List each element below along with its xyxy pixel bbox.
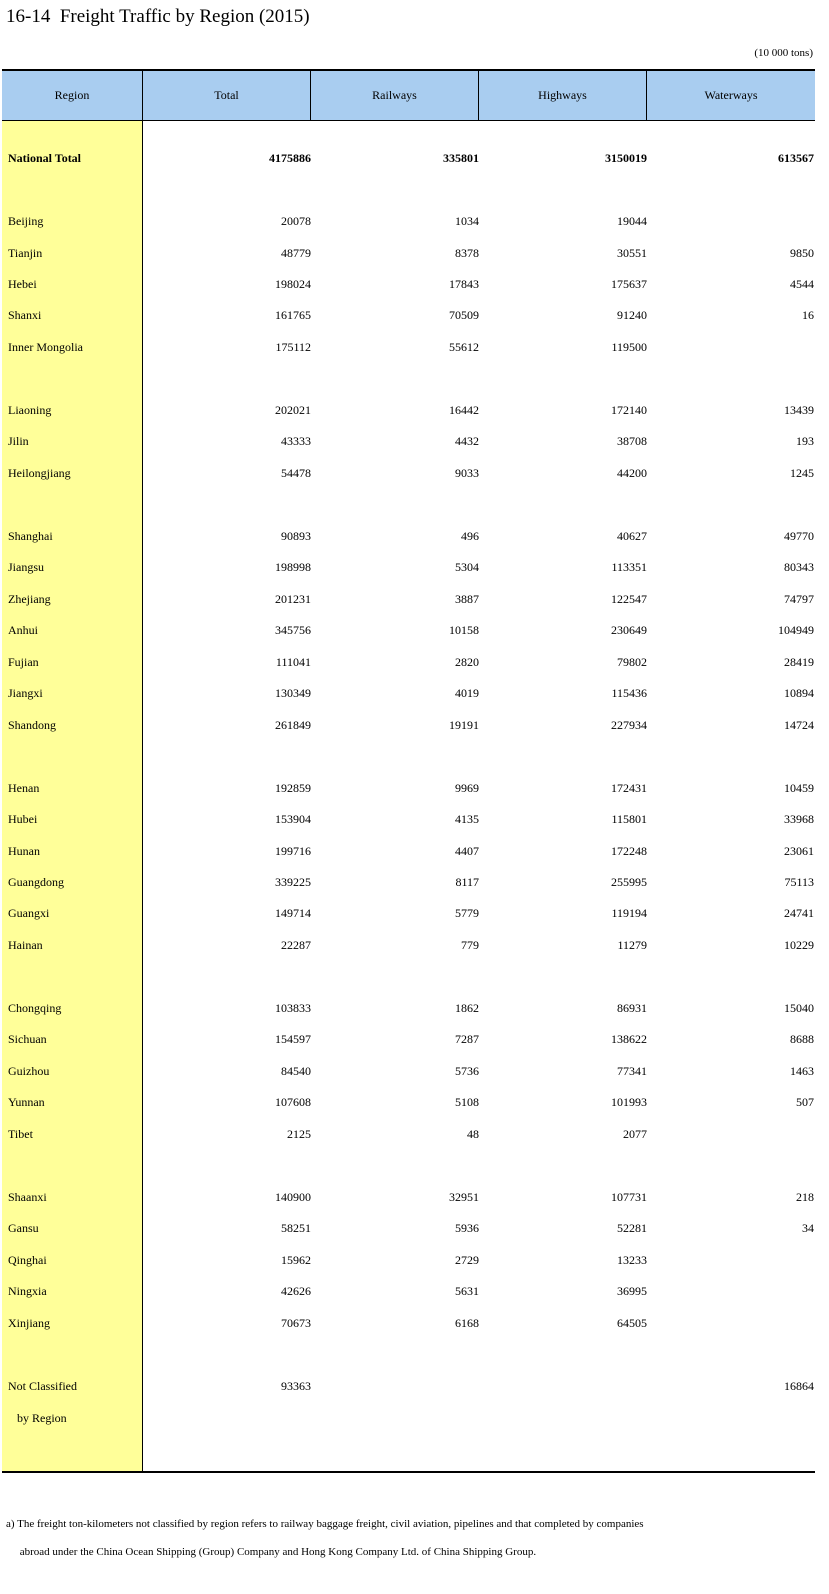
table-row bbox=[2, 1250, 815, 1270]
total-cell: 48779 bbox=[281, 246, 311, 260]
region-cell: by Region bbox=[8, 1411, 67, 1425]
railways-cell: 8378 bbox=[455, 246, 479, 260]
railways-cell: 9969 bbox=[455, 781, 479, 795]
highways-cell: 227934 bbox=[611, 718, 647, 732]
total-cell: 153904 bbox=[275, 812, 311, 826]
highways-cell: 52281 bbox=[617, 1221, 647, 1235]
railways-cell: 335801 bbox=[443, 151, 479, 165]
total-cell: 154597 bbox=[275, 1032, 311, 1046]
region-cell: Beijing bbox=[8, 214, 44, 228]
highways-cell: 64505 bbox=[617, 1316, 647, 1330]
railways-cell: 48 bbox=[467, 1127, 479, 1141]
railways-cell: 4135 bbox=[455, 812, 479, 826]
railways-cell: 70509 bbox=[449, 308, 479, 322]
waterways-cell: 193 bbox=[796, 434, 814, 448]
railways-cell: 1034 bbox=[455, 214, 479, 228]
railways-cell: 9033 bbox=[455, 466, 479, 480]
waterways-cell: 34 bbox=[802, 1221, 814, 1235]
highways-cell: 138622 bbox=[611, 1032, 647, 1046]
table-row bbox=[2, 652, 815, 672]
railways-cell: 4407 bbox=[455, 844, 479, 858]
waterways-cell: 613567 bbox=[778, 151, 814, 165]
highways-cell: 40627 bbox=[617, 529, 647, 543]
table-row bbox=[2, 841, 815, 861]
header-railways: Railways bbox=[311, 71, 479, 120]
railways-cell: 10158 bbox=[449, 623, 479, 637]
total-cell: 149714 bbox=[275, 906, 311, 920]
waterways-cell: 10894 bbox=[784, 686, 814, 700]
region-cell: Guangdong bbox=[8, 875, 64, 889]
total-cell: 43333 bbox=[281, 434, 311, 448]
highways-cell: 172140 bbox=[611, 403, 647, 417]
waterways-cell: 218 bbox=[796, 1190, 814, 1204]
table-row bbox=[2, 557, 815, 577]
table-row bbox=[2, 620, 815, 640]
table-row bbox=[2, 1281, 815, 1301]
highways-cell: 2077 bbox=[623, 1127, 647, 1141]
waterways-cell: 8688 bbox=[790, 1032, 814, 1046]
header-region: Region bbox=[2, 71, 143, 120]
highways-cell: 122547 bbox=[611, 592, 647, 606]
highways-cell: 119194 bbox=[611, 906, 647, 920]
railways-cell: 1862 bbox=[455, 1001, 479, 1015]
railways-cell: 5631 bbox=[455, 1284, 479, 1298]
table-row bbox=[2, 809, 815, 829]
highways-cell: 107731 bbox=[611, 1190, 647, 1204]
header-highways: Highways bbox=[479, 71, 647, 120]
railways-cell: 2729 bbox=[455, 1253, 479, 1267]
waterways-cell: 33968 bbox=[784, 812, 814, 826]
total-cell: 22287 bbox=[281, 938, 311, 952]
total-cell: 175112 bbox=[275, 340, 311, 354]
waterways-cell: 104949 bbox=[778, 623, 814, 637]
highways-cell: 11279 bbox=[617, 938, 647, 952]
total-cell: 42626 bbox=[281, 1284, 311, 1298]
total-cell: 140900 bbox=[275, 1190, 311, 1204]
region-cell: Shanghai bbox=[8, 529, 53, 543]
region-cell: Zhejiang bbox=[8, 592, 51, 606]
waterways-cell: 75113 bbox=[784, 875, 814, 889]
waterways-cell: 28419 bbox=[784, 655, 814, 669]
region-cell: Shaanxi bbox=[8, 1190, 47, 1204]
table-row bbox=[2, 337, 815, 357]
total-cell: 54478 bbox=[281, 466, 311, 480]
region-cell: Hunan bbox=[8, 844, 40, 858]
table-row bbox=[2, 872, 815, 892]
table-row bbox=[2, 211, 815, 231]
table-row bbox=[2, 903, 815, 923]
region-cell: National Total bbox=[8, 151, 82, 165]
total-cell: 111041 bbox=[275, 655, 311, 669]
highways-cell: 119500 bbox=[611, 340, 647, 354]
highways-cell: 230649 bbox=[611, 623, 647, 637]
total-cell: 2125 bbox=[287, 1127, 311, 1141]
railways-cell: 6168 bbox=[455, 1316, 479, 1330]
page-title: 16-14 Freight Traffic by Region (2015) bbox=[6, 6, 310, 27]
region-cell: Tianjin bbox=[8, 246, 43, 260]
region-cell: Anhui bbox=[8, 623, 38, 637]
railways-cell: 5936 bbox=[455, 1221, 479, 1235]
table-row bbox=[2, 998, 815, 1018]
railways-cell: 17843 bbox=[449, 277, 479, 291]
waterways-cell: 10229 bbox=[784, 938, 814, 952]
region-cell: Tibet bbox=[8, 1127, 33, 1141]
total-cell: 84540 bbox=[281, 1064, 311, 1078]
total-cell: 161765 bbox=[275, 308, 311, 322]
unit-note: (10 000 tons) bbox=[754, 47, 813, 59]
highways-cell: 115801 bbox=[611, 812, 647, 826]
highways-cell: 38708 bbox=[617, 434, 647, 448]
table-row bbox=[2, 1092, 815, 1112]
highways-cell: 101993 bbox=[611, 1095, 647, 1109]
region-cell: Jiangsu bbox=[8, 560, 44, 574]
highways-cell: 3150019 bbox=[605, 151, 647, 165]
region-cell: Qinghai bbox=[8, 1253, 47, 1267]
table-row bbox=[2, 1218, 815, 1238]
railways-cell: 7287 bbox=[455, 1032, 479, 1046]
table-row bbox=[2, 400, 815, 420]
region-cell: Gansu bbox=[8, 1221, 39, 1235]
highways-cell: 36995 bbox=[617, 1284, 647, 1298]
waterways-cell: 80343 bbox=[784, 560, 814, 574]
region-cell: Jiangxi bbox=[8, 686, 43, 700]
table-header bbox=[2, 71, 815, 121]
region-cell: Hebei bbox=[8, 277, 37, 291]
table-row bbox=[2, 1061, 815, 1081]
table-row bbox=[2, 589, 815, 609]
region-cell: Hubei bbox=[8, 812, 38, 826]
total-cell: 199716 bbox=[275, 844, 311, 858]
railways-cell: 55612 bbox=[449, 340, 479, 354]
highways-cell: 79802 bbox=[617, 655, 647, 669]
total-cell: 107608 bbox=[275, 1095, 311, 1109]
highways-cell: 77341 bbox=[617, 1064, 647, 1078]
waterways-cell: 1245 bbox=[790, 466, 814, 480]
total-cell: 201231 bbox=[275, 592, 311, 606]
region-cell: Henan bbox=[8, 781, 40, 795]
table-row bbox=[2, 1124, 815, 1144]
railways-cell: 19191 bbox=[449, 718, 479, 732]
table-row bbox=[2, 935, 815, 955]
table-row bbox=[2, 243, 815, 263]
railways-cell: 2820 bbox=[455, 655, 479, 669]
total-cell: 58251 bbox=[281, 1221, 311, 1235]
table-row bbox=[2, 1313, 815, 1333]
footnote: a) The freight ton-kilometers not classified by region refers to railway baggage freight, civil aviation, pipelines and that completed by companies abroad under the China Ocean Shipping (Group) Company and Hong Kong Company Ltd. of China Shipping Group. bbox=[6, 1518, 644, 1558]
total-cell: 20078 bbox=[281, 214, 311, 228]
total-cell: 198024 bbox=[275, 277, 311, 291]
header-waterways: Waterways bbox=[704, 88, 758, 102]
total-cell: 70673 bbox=[281, 1316, 311, 1330]
railways-cell: 4432 bbox=[455, 434, 479, 448]
waterways-cell: 13439 bbox=[784, 403, 814, 417]
railways-cell: 5304 bbox=[455, 560, 479, 574]
waterways-cell: 16 bbox=[802, 308, 814, 322]
waterways-cell: 16864 bbox=[784, 1379, 814, 1393]
region-cell: Fujian bbox=[8, 655, 39, 669]
waterways-cell: 23061 bbox=[784, 844, 814, 858]
region-cell: Ningxia bbox=[8, 1284, 47, 1298]
table-row bbox=[2, 526, 815, 546]
highways-cell: 86931 bbox=[617, 1001, 647, 1015]
table-row bbox=[2, 715, 815, 735]
highways-cell: 255995 bbox=[611, 875, 647, 889]
total-cell: 90893 bbox=[281, 529, 311, 543]
table-row bbox=[2, 463, 815, 483]
region-cell: Xinjiang bbox=[8, 1316, 50, 1330]
table-row bbox=[2, 683, 815, 703]
railways-cell: 5736 bbox=[455, 1064, 479, 1078]
total-cell: 93363 bbox=[281, 1379, 311, 1393]
region-cell: Hainan bbox=[8, 938, 43, 952]
total-cell: 202021 bbox=[275, 403, 311, 417]
waterways-cell: 74797 bbox=[784, 592, 814, 606]
region-cell: Chongqing bbox=[8, 1001, 62, 1015]
total-cell: 198998 bbox=[275, 560, 311, 574]
region-cell: Jilin bbox=[8, 434, 29, 448]
total-cell: 339225 bbox=[275, 875, 311, 889]
region-cell: Heilongjiang bbox=[8, 466, 71, 480]
region-cell: Sichuan bbox=[8, 1032, 47, 1046]
railways-cell: 8117 bbox=[455, 875, 479, 889]
waterways-cell: 4544 bbox=[790, 277, 814, 291]
highways-cell: 30551 bbox=[617, 246, 647, 260]
table-row bbox=[2, 148, 815, 168]
waterways-cell: 15040 bbox=[784, 1001, 814, 1015]
highways-cell: 44200 bbox=[617, 466, 647, 480]
highways-cell: 19044 bbox=[617, 214, 647, 228]
highways-cell: 91240 bbox=[617, 308, 647, 322]
railways-cell: 4019 bbox=[455, 686, 479, 700]
highways-cell: 172248 bbox=[611, 844, 647, 858]
table-row bbox=[2, 431, 815, 451]
waterways-cell: 14724 bbox=[784, 718, 814, 732]
region-cell: Shanxi bbox=[8, 308, 42, 322]
highways-cell: 175637 bbox=[611, 277, 647, 291]
region-cell: Shandong bbox=[8, 718, 56, 732]
table-row bbox=[2, 1187, 815, 1207]
table-row bbox=[2, 778, 815, 798]
total-cell: 15962 bbox=[281, 1253, 311, 1267]
railways-cell: 779 bbox=[461, 938, 479, 952]
railways-cell: 5779 bbox=[455, 906, 479, 920]
highways-cell: 13233 bbox=[617, 1253, 647, 1267]
waterways-cell: 507 bbox=[796, 1095, 814, 1109]
table-row bbox=[2, 1376, 815, 1396]
region-cell: Yunnan bbox=[8, 1095, 45, 1109]
header-total: Total bbox=[143, 71, 311, 120]
total-cell: 4175886 bbox=[269, 151, 311, 165]
waterways-cell: 24741 bbox=[784, 906, 814, 920]
waterways-cell: 1463 bbox=[790, 1064, 814, 1078]
region-cell: Liaoning bbox=[8, 403, 52, 417]
table-row bbox=[2, 274, 815, 294]
railways-cell: 16442 bbox=[449, 403, 479, 417]
railways-cell: 5108 bbox=[455, 1095, 479, 1109]
total-cell: 345756 bbox=[275, 623, 311, 637]
table-row bbox=[2, 1408, 815, 1428]
railways-cell: 3887 bbox=[455, 592, 479, 606]
railways-cell: 496 bbox=[461, 529, 479, 543]
total-cell: 103833 bbox=[275, 1001, 311, 1015]
total-cell: 130349 bbox=[275, 686, 311, 700]
total-cell: 192859 bbox=[275, 781, 311, 795]
waterways-cell: 10459 bbox=[784, 781, 814, 795]
table-row bbox=[2, 305, 815, 325]
waterways-cell: 9850 bbox=[790, 246, 814, 260]
region-cell: Guizhou bbox=[8, 1064, 50, 1078]
waterways-cell: 49770 bbox=[784, 529, 814, 543]
region-cell: Guangxi bbox=[8, 906, 50, 920]
table-row bbox=[2, 1029, 815, 1049]
highways-cell: 115436 bbox=[611, 686, 647, 700]
total-cell: 261849 bbox=[275, 718, 311, 732]
region-cell: Inner Mongolia bbox=[8, 340, 83, 354]
region-cell: Not Classified bbox=[8, 1379, 77, 1393]
freight-table bbox=[2, 69, 815, 1473]
highways-cell: 113351 bbox=[611, 560, 647, 574]
highways-cell: 172431 bbox=[611, 781, 647, 795]
railways-cell: 32951 bbox=[449, 1190, 479, 1204]
